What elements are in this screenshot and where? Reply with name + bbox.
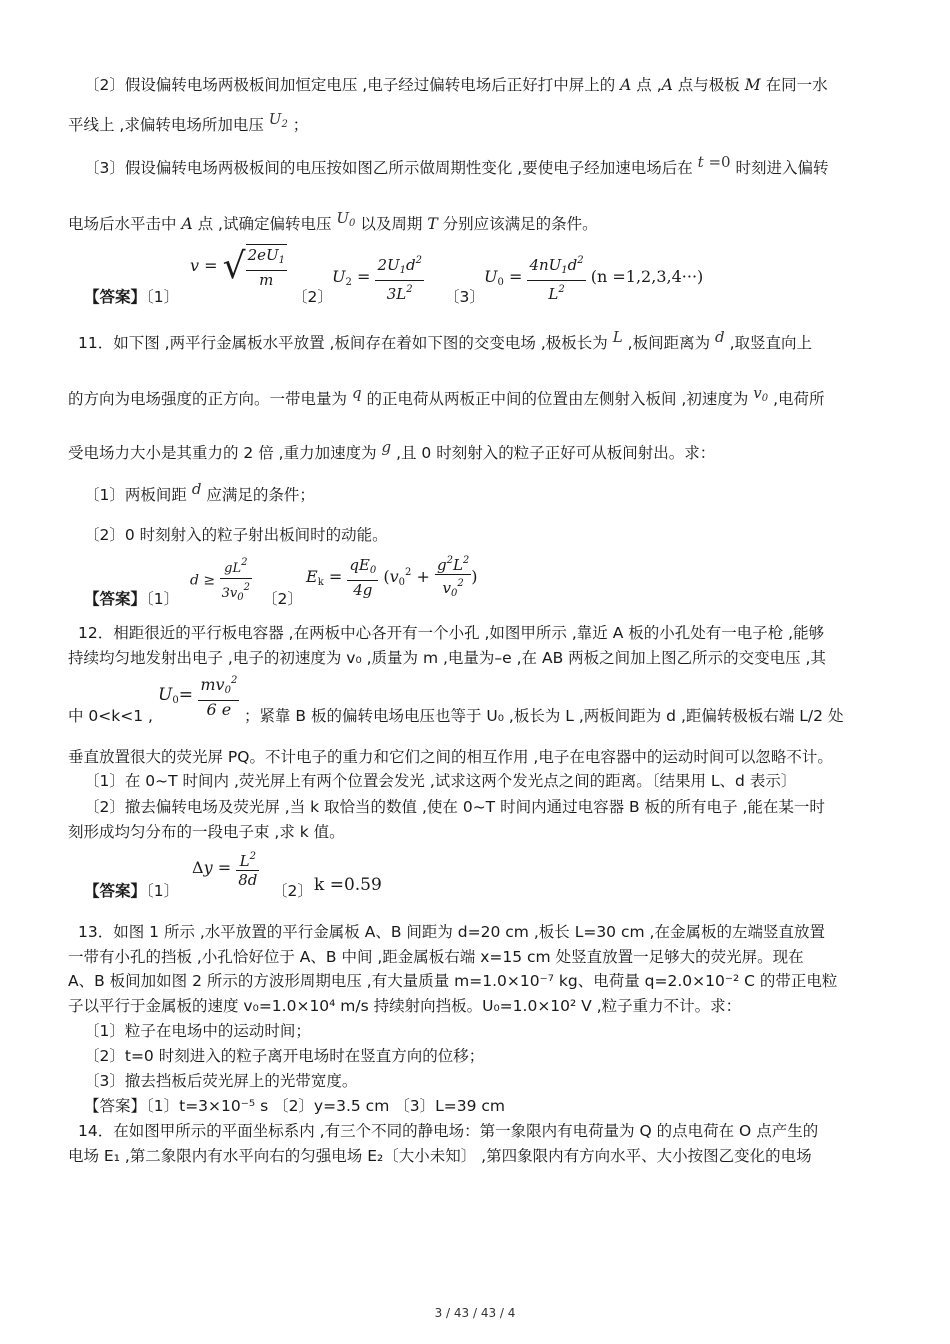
q13-line2: 一带有小孔的挡板 ,小孔恰好位于 A、B 中间 ,距金属板右端 x=15 cm 处竖直放置一足够大的荧光屏。现在 xyxy=(68,948,804,966)
q11-line3: 受电场力大小是其重力的 2 倍 ,重力加速度为 g ,且 0 时刻射入的粒子正好可从板间射出。求： xyxy=(68,438,716,462)
q12-line4: 垂直放置很大的荧光屏 PQ。不计电子的重力和它们之间的相互作用 ,电子在电容器中的运动时间可以忽略不计。 xyxy=(68,748,833,766)
q11-line2: 的方向为电场强度的正方向。一带电量为 q 的正电荷从两板正中间的位置由左侧射入板间 ,初速度为 $v_0$ ,电荷所 xyxy=(68,384,825,408)
q13-part3: 〔3〕撤去挡板后荧光屏上的光带宽度。 xyxy=(84,1072,358,1090)
q12-line1: 12．相距很近的平行板电容器 ,在两板中心各开有一个小孔 ,如图甲所示 ,靠近 A 板的小孔处有一电子枪 ,能够 xyxy=(78,624,825,642)
q13-part2: 〔2〕t=0 时刻进入的粒子离开电场时在竖直方向的位移； xyxy=(84,1047,485,1065)
q10-answer3-label: 〔3〕 xyxy=(444,288,485,306)
q13-answer: 【答案】〔1〕t=3×10⁻⁵ s 〔2〕y=3.5 cm 〔3〕L=39 cm xyxy=(84,1097,505,1115)
q11-line1: 11．如下图 ,两平行金属板水平放置 ,板间存在着如下图的交变电场 ,极板长为 L ,板间距离为 d ,取竖直向上 xyxy=(78,328,812,352)
q12-u0-formula: $U_0=$ $\frac{mv_0^2}{6 e}$ xyxy=(158,672,239,719)
q12-line3-rest: ；紧靠 B 板的偏转电场电压也等于 U₀ ,板长为 L ,两板间距为 d ,距偏转极板右端 L/2 处 xyxy=(244,707,844,725)
q14-line1: 14．在如图甲所示的平面坐标系内 ,有三个不同的静电场：第一象限内有电荷量为 Q 的点电荷在 O 点产生的 xyxy=(78,1122,819,1140)
q12-answer1-formula: Δy = $\frac{L^2}{8d}$ xyxy=(192,848,259,889)
q12-answer2-label: 〔2〕 xyxy=(272,882,313,900)
q10-answer3-formula: $U_0$ = $\frac{4nU_1d^2}{L^2}$ (n =1,2,3,4···) xyxy=(484,252,703,303)
q10-answer2-formula: $U_2$ = $\frac{2U_1d^2}{3L^2}$ xyxy=(332,252,424,303)
q12-part2: 〔2〕撤去偏转电场及荧光屏 ,当 k 取恰当的数值 ,使在 0~T 时间内通过电容器 B 板的所有电子 ,能在某一时 xyxy=(84,798,825,816)
q11-answer-label: 【答案】〔1〕 xyxy=(84,590,180,608)
q10-part3-line1: 〔3〕假设偏转电场两极板间的电压按如图乙所示做周期性变化 ,要使电子经加速电场后在 t =0 时刻进入偏转 xyxy=(84,153,829,177)
q10-answer-label: 【答案】〔1〕 xyxy=(84,288,180,306)
q12-answer2-formula: k =0.59 xyxy=(314,875,382,895)
q10-part2-line1: 〔2〕假设偏转电场两极板间加恒定电压 ,电子经过偏转电场后正好打中屏上的 A 点 ,A 点与极板 M 在同一水 xyxy=(84,76,828,94)
q10-part2-line2: 平线上 ,求偏转电场所加电压 $U_2$ ； xyxy=(68,110,309,134)
q10-part3-line2: 电场后水平击中 A 点 ,试确定偏转电压 $U_0$ 以及周期 T 分别应该满足的条件。 xyxy=(68,209,598,233)
q14-line2: 电场 E₁ ,第二象限内有水平向右的匀强电场 E₂〔大小未知〕 ,第四象限内有方向水平、大小按图乙变化的电场 xyxy=(68,1147,812,1165)
q11-part2: 〔2〕0 时刻射入的粒子射出板间时的动能。 xyxy=(84,526,388,544)
q12-line2: 持续均匀地发射出电子 ,电子的初速度为 v₀ ,质量为 m ,电量为–e ,在 AB 两板之间加上图乙所示的交变电压 ,其 xyxy=(68,649,826,667)
q13-part1: 〔1〕粒子在电场中的运动时间； xyxy=(84,1022,311,1040)
q11-answer1-formula: d ≥ $\frac{gL^2}{3v_0^2}$ xyxy=(190,554,252,607)
q13-line1: 13．如图 1 所示 ,水平放置的平行金属板 A、B 间距为 d=20 cm ,板长 L=30 cm ,在金属板的左端竖直放置 xyxy=(78,923,825,941)
q10-answer1-formula: v = √ $\frac{2eU_1}{m}$ xyxy=(190,246,286,289)
q10-answer2-label: 〔2〕 xyxy=(292,288,333,306)
q13-line3: A、B 板间加如图 2 所示的方波形周期电压 ,有大量质量 m=1.0×10⁻⁷ kg、电荷量 q=2.0×10⁻² C 的带正电粒 xyxy=(68,972,838,990)
q12-part1: 〔1〕在 0~T 时间内 ,荧光屏上有两个位置会发光 ,试求这两个发光点之间的距离。〔结果用 L、d 表示〕 xyxy=(84,772,797,790)
q12-part2-cont: 刻形成均匀分布的一段电子束 ,求 k 值。 xyxy=(68,823,345,841)
q11-answer2-formula: $E_k$ = $\frac{qE_0}{4g}$ ($v_0^2$ + $\frac{g^2L^2}{v_0^2}$ ) xyxy=(306,552,478,603)
q13-line4: 子以平行于金属板的速度 v₀=1.0×10⁴ m/s 持续射向挡板。U₀=1.0×10² V ,粒子重力不计。求： xyxy=(68,997,742,1015)
q11-part1: 〔1〕两板间距 d 应满足的条件； xyxy=(84,480,315,504)
q12-line3: 中 0<k<1 , xyxy=(68,707,153,725)
q12-answer-label: 【答案】〔1〕 xyxy=(84,882,180,900)
page-footer: 3 / 43 / 43 / 4 xyxy=(434,1306,516,1320)
q11-answer2-label: 〔2〕 xyxy=(262,590,303,608)
